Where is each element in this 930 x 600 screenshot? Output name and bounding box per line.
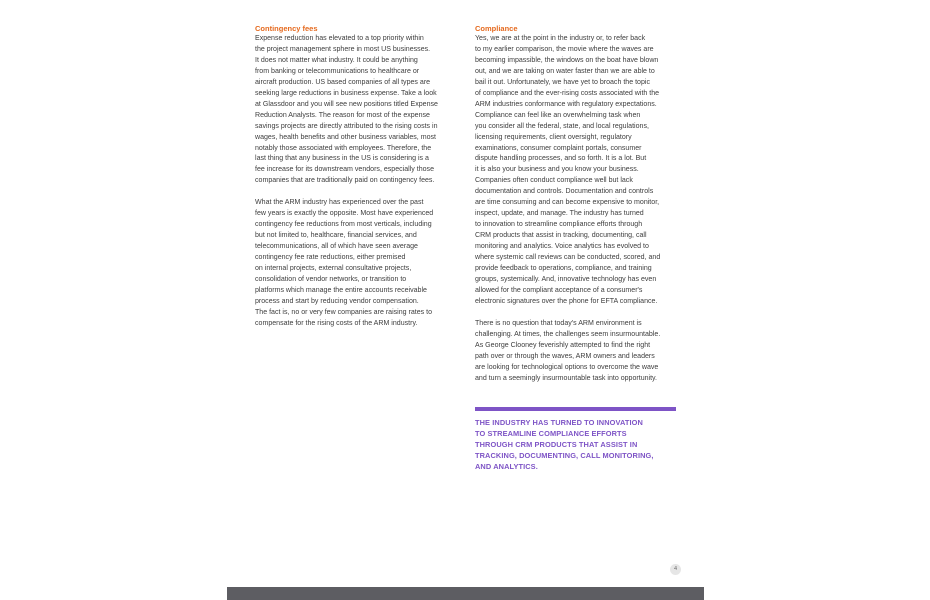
text-line: Companies often conduct compliance well but lack bbox=[475, 177, 633, 185]
text-line: are time consuming and can become expensive to monitor, bbox=[475, 199, 660, 207]
text-line: contingency fee reductions from most verticals, including bbox=[255, 221, 432, 229]
text-line: and turn a seemingly insurmountable task into opportunity. bbox=[475, 374, 658, 382]
text-line: path over or through the waves, ARM owners and leaders bbox=[475, 352, 655, 360]
text-line: from banking or telecommunications to healthcare or bbox=[255, 67, 420, 75]
text-line: seeking large reductions in business expense. Take a look bbox=[255, 89, 437, 97]
text-line: challenging. At times, the challenges seem insurmountable. bbox=[475, 330, 661, 338]
text-line: but not limited to, healthcare, financial services, and bbox=[255, 232, 417, 240]
text-line: What the ARM industry has experienced over the past bbox=[255, 199, 424, 207]
right-column bbox=[475, 24, 685, 385]
text-line: fee increase for its downstream vendors, especially those bbox=[255, 166, 435, 174]
text-line: Reduction Analysts. The reason for most of the expense bbox=[255, 111, 430, 119]
text-line: savings projects are directly attributed to the rising costs in bbox=[255, 122, 438, 130]
text-line: Compliance can feel like an overwhelming task when bbox=[475, 111, 641, 119]
text-line: becoming impassible, the windows on the boat have blown bbox=[475, 56, 659, 64]
pull-quote-text bbox=[475, 417, 676, 472]
text-line: It does not matter what industry. It could be anything bbox=[255, 56, 418, 64]
pull-quote-line: THROUGH CRM PRODUCTS THAT ASSIST IN bbox=[475, 440, 638, 449]
text-line: wages, health benefits and other business variables, most bbox=[255, 133, 436, 141]
page-number: 4 bbox=[670, 564, 681, 575]
text-line: aircraft production. US based companies of all types are bbox=[255, 78, 431, 86]
compliance-paragraph bbox=[475, 319, 685, 385]
text-line: CRM products that assist in tracking, documenting, call bbox=[475, 232, 647, 240]
text-line: Yes, we are at the point in the industry or, to refer back bbox=[475, 35, 646, 42]
pull-quote bbox=[475, 407, 676, 472]
text-line: are looking for technological options to overcome the wave bbox=[475, 363, 659, 371]
text-line: the project management sphere in most US businesses. bbox=[255, 45, 431, 53]
text-line: where systemic call reviews can be conducted, scored, and bbox=[475, 254, 661, 262]
text-line: last thing that any business in the US is considering is a bbox=[255, 155, 429, 163]
text-line: of compliance and the ever-rising costs associated with the bbox=[475, 89, 660, 97]
text-line: companies that are traditionally paid on contingency fees. bbox=[255, 177, 435, 185]
text-line: compensate for the rising costs of the ARM industry. bbox=[255, 319, 418, 327]
pull-quote-line: TRACKING, DOCUMENTING, CALL MONITORING, bbox=[475, 451, 654, 460]
text-line: dispute handling processes, and so forth. It is a lot. But bbox=[475, 155, 647, 163]
text-line: bail it out. Unfortunately, we have yet to broach the topic bbox=[475, 78, 650, 86]
text-line: As George Clooney feverishly attempted to find the right bbox=[475, 341, 651, 349]
text-line: contingency fee rate reductions, either premised bbox=[255, 254, 406, 262]
text-line: inspect, update, and manage. The industry has turned bbox=[475, 210, 644, 218]
text-line: out, and we are taking on water faster than we are able to bbox=[475, 67, 655, 75]
text-line: process and start by reducing vendor compensation. bbox=[255, 297, 419, 305]
text-line: you consider all the federal, state, and local regulations, bbox=[475, 122, 649, 130]
text-line: it is also your business and you know your business. bbox=[475, 166, 639, 174]
text-line: provide feedback to operations, compliance, and training bbox=[475, 265, 652, 273]
text-line: consolidation of vendor networks, or transition to bbox=[255, 276, 407, 284]
text-line: Expense reduction has elevated to a top priority within bbox=[255, 35, 424, 42]
text-line: There is no question that today's ARM environment is bbox=[475, 319, 642, 327]
text-line: allowed for the compliant acceptance of a consumer's bbox=[475, 286, 643, 294]
pull-quote-line: AND ANALYTICS. bbox=[475, 462, 538, 471]
text-line: at Glassdoor and you will see new positions titled Expense bbox=[255, 100, 438, 108]
text-line: telecommunications, all of which have seen average bbox=[255, 243, 418, 251]
compliance-paragraph bbox=[475, 34, 685, 308]
text-line: to my earlier comparison, the movie where the waves are bbox=[475, 45, 654, 53]
text-line: on internal projects, external consultative projects, bbox=[255, 265, 412, 273]
text-line: groups, systemically. And, innovative technology has even bbox=[475, 275, 657, 283]
contingency-fees-paragraph bbox=[255, 34, 465, 187]
text-line: few years is exactly the opposite. Most have experienced bbox=[255, 210, 434, 218]
text-line: notably those associated with employees. Therefore, the bbox=[255, 144, 432, 152]
text-line: examinations, consumer complaint portals, consumer bbox=[475, 144, 642, 152]
footer-bar bbox=[227, 587, 704, 600]
text-line: documentation and controls. Documentation and controls bbox=[475, 188, 654, 196]
text-line: electronic signatures over the phone for EFTA compliance. bbox=[475, 297, 658, 305]
text-line: platforms which manage the entire accounts receivable bbox=[255, 286, 427, 294]
text-line: licensing requirements, client oversight, regulatory bbox=[475, 133, 632, 141]
text-line: ARM industries conformance with regulatory expectations. bbox=[475, 100, 657, 108]
text-line: The fact is, no or very few companies are raising rates to bbox=[255, 308, 433, 316]
left-column-body bbox=[255, 34, 465, 330]
pull-quote-line: TO STREAMLINE COMPLIANCE EFFORTS bbox=[475, 429, 627, 438]
pull-quote-line: THE INDUSTRY HAS TURNED TO INNOVATION bbox=[475, 418, 643, 427]
right-column-body bbox=[475, 34, 685, 385]
text-line: to innovation to streamline compliance efforts through bbox=[475, 221, 643, 229]
contingency-fees-heading: Contingency fees bbox=[255, 24, 318, 33]
text-line: monitoring and analytics. Voice analytics has evolved to bbox=[475, 243, 649, 251]
left-column bbox=[255, 24, 465, 330]
compliance-heading: Compliance bbox=[475, 24, 518, 33]
contingency-fees-paragraph bbox=[255, 198, 465, 329]
